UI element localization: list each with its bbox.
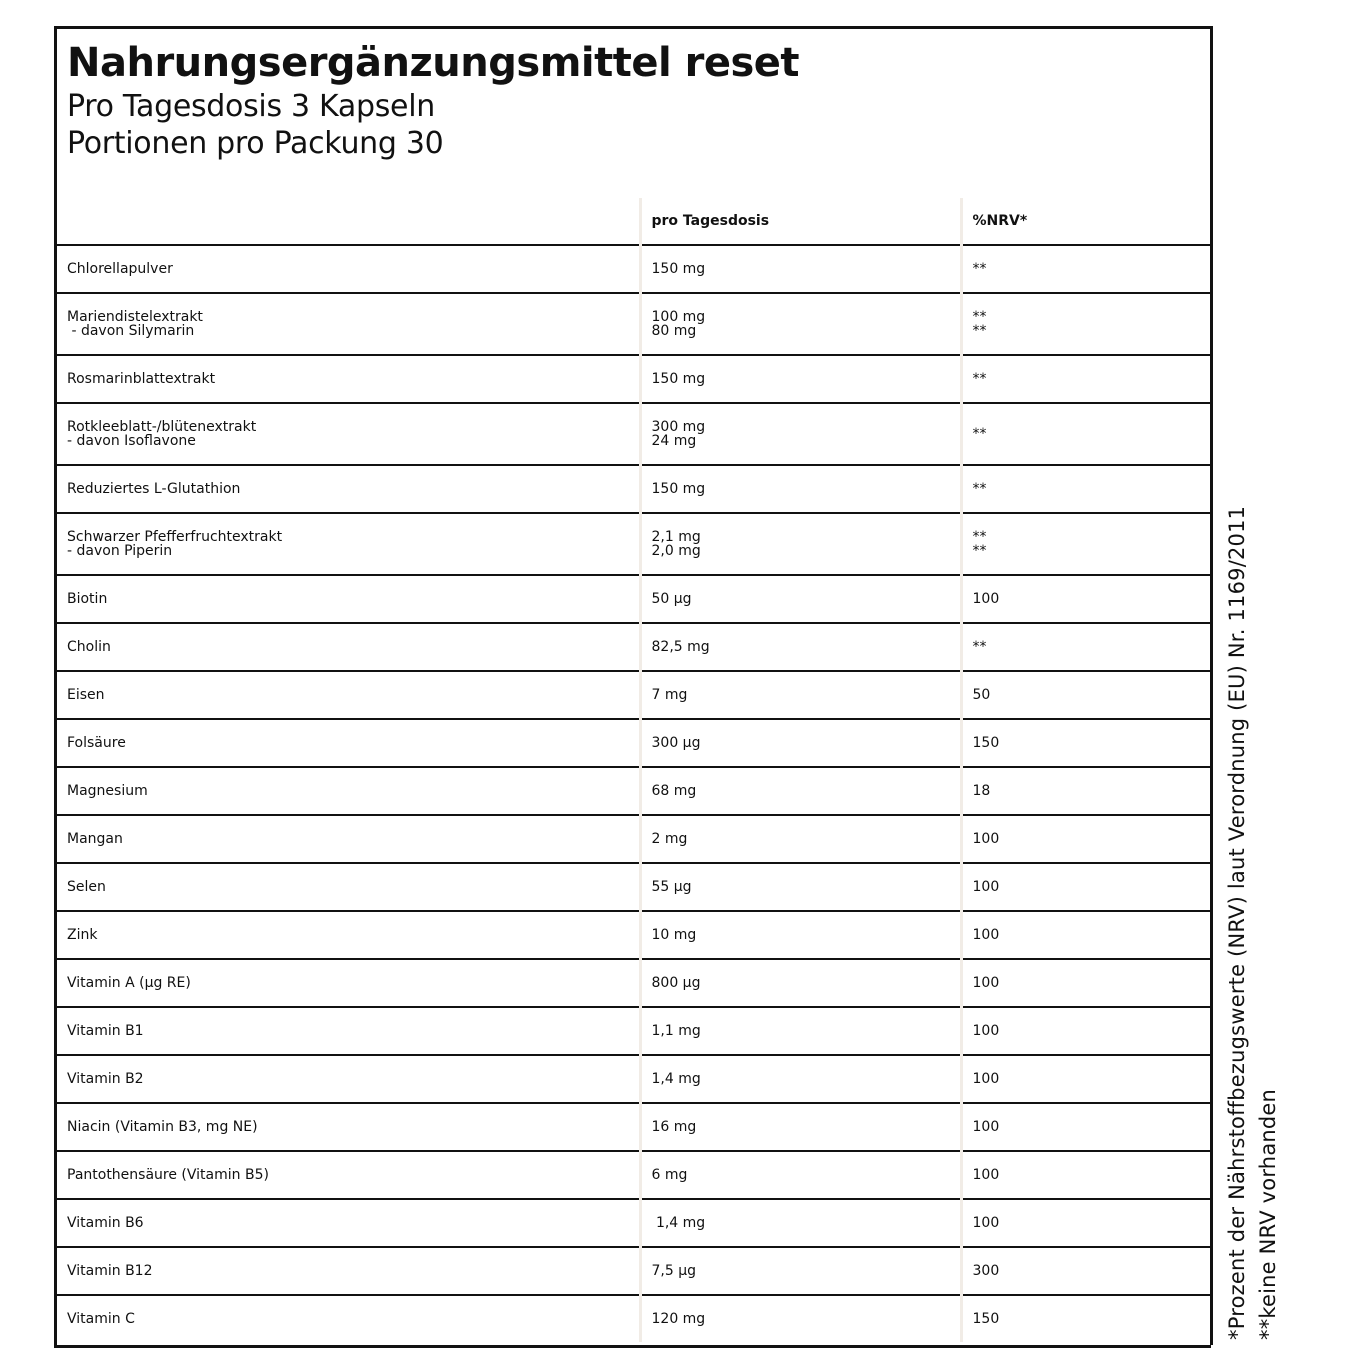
cell-dose <box>640 719 961 767</box>
table-row <box>57 1007 1210 1055</box>
cell-line: ** <box>972 543 987 559</box>
table-row <box>57 863 1210 911</box>
frame-edge <box>1210 26 1213 199</box>
cell-line: Eisen <box>67 687 105 703</box>
cell-line: ** <box>972 261 987 277</box>
cell-line: Vitamin B1 <box>67 1023 144 1039</box>
cell-line: 150 mg <box>651 371 706 387</box>
frame-edge <box>1210 199 1213 1345</box>
cell-line: 1,4 mg <box>651 1215 706 1231</box>
cell-line: 16 mg <box>651 1119 697 1135</box>
cell-line: 24 mg <box>651 433 697 449</box>
cell-line: 2 mg <box>651 831 688 847</box>
table-row <box>57 355 1210 403</box>
cell-nrv <box>961 671 1210 719</box>
table-header-row <box>57 198 1210 245</box>
cell-line: Rotkleeblatt-/blütenextrakt <box>67 419 257 435</box>
cell-dose <box>640 1295 961 1342</box>
cell-name <box>57 355 640 403</box>
cell-line: Pantothensäure (Vitamin B5) <box>67 1167 269 1183</box>
table-row <box>57 767 1210 815</box>
cell-dose <box>640 513 961 575</box>
cell-dose <box>640 1007 961 1055</box>
cell-nrv <box>961 1151 1210 1199</box>
cell-nrv <box>961 513 1210 575</box>
cell-name <box>57 513 640 575</box>
table-row <box>57 1151 1210 1199</box>
label-header <box>67 38 799 162</box>
table-row <box>57 1295 1210 1342</box>
table-row <box>57 465 1210 513</box>
cell-line: 150 <box>972 735 1000 751</box>
cell-name <box>57 767 640 815</box>
cell-name <box>57 719 640 767</box>
cell-nrv <box>961 465 1210 513</box>
cell-nrv <box>961 1199 1210 1247</box>
cell-line: 150 mg <box>651 481 706 497</box>
cell-name <box>57 245 640 293</box>
cell-line: 120 mg <box>651 1311 706 1327</box>
cell-dose <box>640 815 961 863</box>
cell-line: Mangan <box>67 831 123 847</box>
table-row <box>57 403 1210 465</box>
cell-nrv <box>961 293 1210 355</box>
cell-dose <box>640 863 961 911</box>
cell-line: 100 mg <box>651 309 706 325</box>
cell-line: ** <box>972 639 987 655</box>
nutrition-table <box>57 198 1210 1342</box>
cell-line: 300 <box>972 1263 1000 1279</box>
cell-line: 2,1 mg <box>651 529 701 545</box>
cell-line: 18 <box>972 783 991 799</box>
cell-name <box>57 815 640 863</box>
cell-line: 100 <box>972 1215 1000 1231</box>
cell-dose <box>640 1103 961 1151</box>
cell-dose <box>640 355 961 403</box>
cell-dose <box>640 959 961 1007</box>
column-header <box>57 198 640 245</box>
portions-text: Portionen pro Packung 30 <box>67 126 444 161</box>
cell-line: Magnesium <box>67 783 148 799</box>
cell-line: - davon Isoflavone <box>67 433 196 449</box>
cell-name <box>57 575 640 623</box>
table-row <box>57 1199 1210 1247</box>
table-row <box>57 513 1210 575</box>
cell-dose <box>640 767 961 815</box>
table-row <box>57 245 1210 293</box>
cell-name <box>57 1055 640 1103</box>
cell-name <box>57 911 640 959</box>
cell-line: 50 <box>972 687 991 703</box>
cell-line: ** <box>972 529 987 545</box>
cell-name <box>57 1295 640 1342</box>
cell-line: Chlorellapulver <box>67 261 173 277</box>
cell-line: 300 µg <box>651 735 701 751</box>
cell-nrv <box>961 1103 1210 1151</box>
cell-line: 800 µg <box>651 975 701 991</box>
cell-name <box>57 293 640 355</box>
cell-nrv <box>961 767 1210 815</box>
cell-name <box>57 671 640 719</box>
cell-line: Vitamin B2 <box>67 1071 144 1087</box>
cell-line: 100 <box>972 879 1000 895</box>
cell-name <box>57 623 640 671</box>
cell-line: 7,5 µg <box>651 1263 697 1279</box>
cell-line: 150 mg <box>651 261 706 277</box>
table-row <box>57 959 1210 1007</box>
cell-name <box>57 465 640 513</box>
cell-nrv <box>961 575 1210 623</box>
cell-line: 6 mg <box>651 1167 688 1183</box>
column-header: %NRV* <box>961 198 1210 245</box>
cell-line: 100 <box>972 1167 1000 1183</box>
cell-line: 10 mg <box>651 927 697 943</box>
cell-dose <box>640 623 961 671</box>
cell-dose <box>640 575 961 623</box>
cell-name <box>57 1007 640 1055</box>
cell-dose <box>640 1247 961 1295</box>
table-row <box>57 623 1210 671</box>
cell-line: Niacin (Vitamin B3, mg NE) <box>67 1119 258 1135</box>
cell-line: Vitamin B6 <box>67 1215 144 1231</box>
cell-nrv <box>961 1295 1210 1342</box>
cell-nrv <box>961 959 1210 1007</box>
table-row <box>57 719 1210 767</box>
cell-dose <box>640 245 961 293</box>
cell-name <box>57 1247 640 1295</box>
cell-name <box>57 1151 640 1199</box>
table-row <box>57 575 1210 623</box>
cell-name <box>57 1199 640 1247</box>
table-row <box>57 815 1210 863</box>
cell-dose <box>640 911 961 959</box>
cell-line: 300 mg <box>651 419 706 435</box>
cell-line: - davon Piperin <box>67 543 173 559</box>
cell-line: 82,5 mg <box>651 639 710 655</box>
cell-nrv <box>961 1247 1210 1295</box>
cell-line: ** <box>972 371 987 387</box>
cell-line: 100 <box>972 927 1000 943</box>
cell-name <box>57 403 640 465</box>
cell-line: Zink <box>67 927 98 943</box>
cell-line: 100 <box>972 591 1000 607</box>
cell-nrv <box>961 355 1210 403</box>
cell-line: 2,0 mg <box>651 543 701 559</box>
column-header: pro Tagesdosis <box>640 198 961 245</box>
daily-dose-text: Pro Tagesdosis 3 Kapseln <box>67 89 435 124</box>
cell-line: Vitamin C <box>67 1311 135 1327</box>
table-row <box>57 911 1210 959</box>
cell-line: 68 mg <box>651 783 697 799</box>
cell-line: 100 <box>972 1023 1000 1039</box>
table-row <box>57 1247 1210 1295</box>
cell-line: Schwarzer Pfefferfruchtextrakt <box>67 529 283 545</box>
footnote-nrv: *Prozent der Nährstoffbezugswerte (NRV) laut Verordnung (EU) Nr. 1169/2011 <box>1225 505 1249 1340</box>
cell-line: 100 <box>972 1071 1000 1087</box>
cell-dose <box>640 671 961 719</box>
footnote-no-nrv: **keine NRV vorhanden <box>1256 1088 1280 1340</box>
cell-nrv <box>961 815 1210 863</box>
cell-dose <box>640 403 961 465</box>
table-row <box>57 1055 1210 1103</box>
cell-dose <box>640 1151 961 1199</box>
cell-line: 100 <box>972 1119 1000 1135</box>
cell-line: - davon Silymarin <box>67 323 195 339</box>
cell-nrv <box>961 623 1210 671</box>
cell-line: 1,4 mg <box>651 1071 701 1087</box>
cell-line: 55 µg <box>651 879 692 895</box>
cell-line: 7 mg <box>651 687 688 703</box>
cell-dose <box>640 1055 961 1103</box>
cell-line: ** <box>972 426 987 442</box>
cell-line: 50 µg <box>651 591 692 607</box>
cell-nrv <box>961 245 1210 293</box>
cell-nrv <box>961 719 1210 767</box>
cell-nrv <box>961 403 1210 465</box>
cell-line: Biotin <box>67 591 108 607</box>
cell-dose <box>640 293 961 355</box>
cell-line: Reduziertes L-Glutathion <box>67 481 241 497</box>
cell-line: ** <box>972 481 987 497</box>
cell-line: Cholin <box>67 639 111 655</box>
cell-line: Folsäure <box>67 735 126 751</box>
cell-dose <box>640 465 961 513</box>
cell-nrv <box>961 863 1210 911</box>
cell-line: Vitamin B12 <box>67 1263 153 1279</box>
table-row <box>57 293 1210 355</box>
cell-line: 100 <box>972 831 1000 847</box>
cell-name <box>57 959 640 1007</box>
cell-nrv <box>961 1055 1210 1103</box>
cell-line: Selen <box>67 879 106 895</box>
cell-line: ** <box>972 309 987 325</box>
table-row <box>57 1103 1210 1151</box>
cell-line: 80 mg <box>651 323 697 339</box>
cell-dose <box>640 1199 961 1247</box>
cell-line: Vitamin A (µg RE) <box>67 975 191 991</box>
cell-nrv <box>961 911 1210 959</box>
product-title: Nahrungsergänzungsmittel reset <box>67 40 800 86</box>
cell-line: ** <box>972 323 987 339</box>
footnotes <box>1222 505 1284 1340</box>
table-row <box>57 671 1210 719</box>
cell-line: 150 <box>972 1311 1000 1327</box>
cell-line: 1,1 mg <box>651 1023 701 1039</box>
cell-nrv <box>961 1007 1210 1055</box>
cell-name <box>57 1103 640 1151</box>
cell-line: Rosmarinblattextrakt <box>67 371 216 387</box>
cell-line: Mariendistelextrakt <box>67 309 203 325</box>
cell-name <box>57 863 640 911</box>
cell-line: 100 <box>972 975 1000 991</box>
